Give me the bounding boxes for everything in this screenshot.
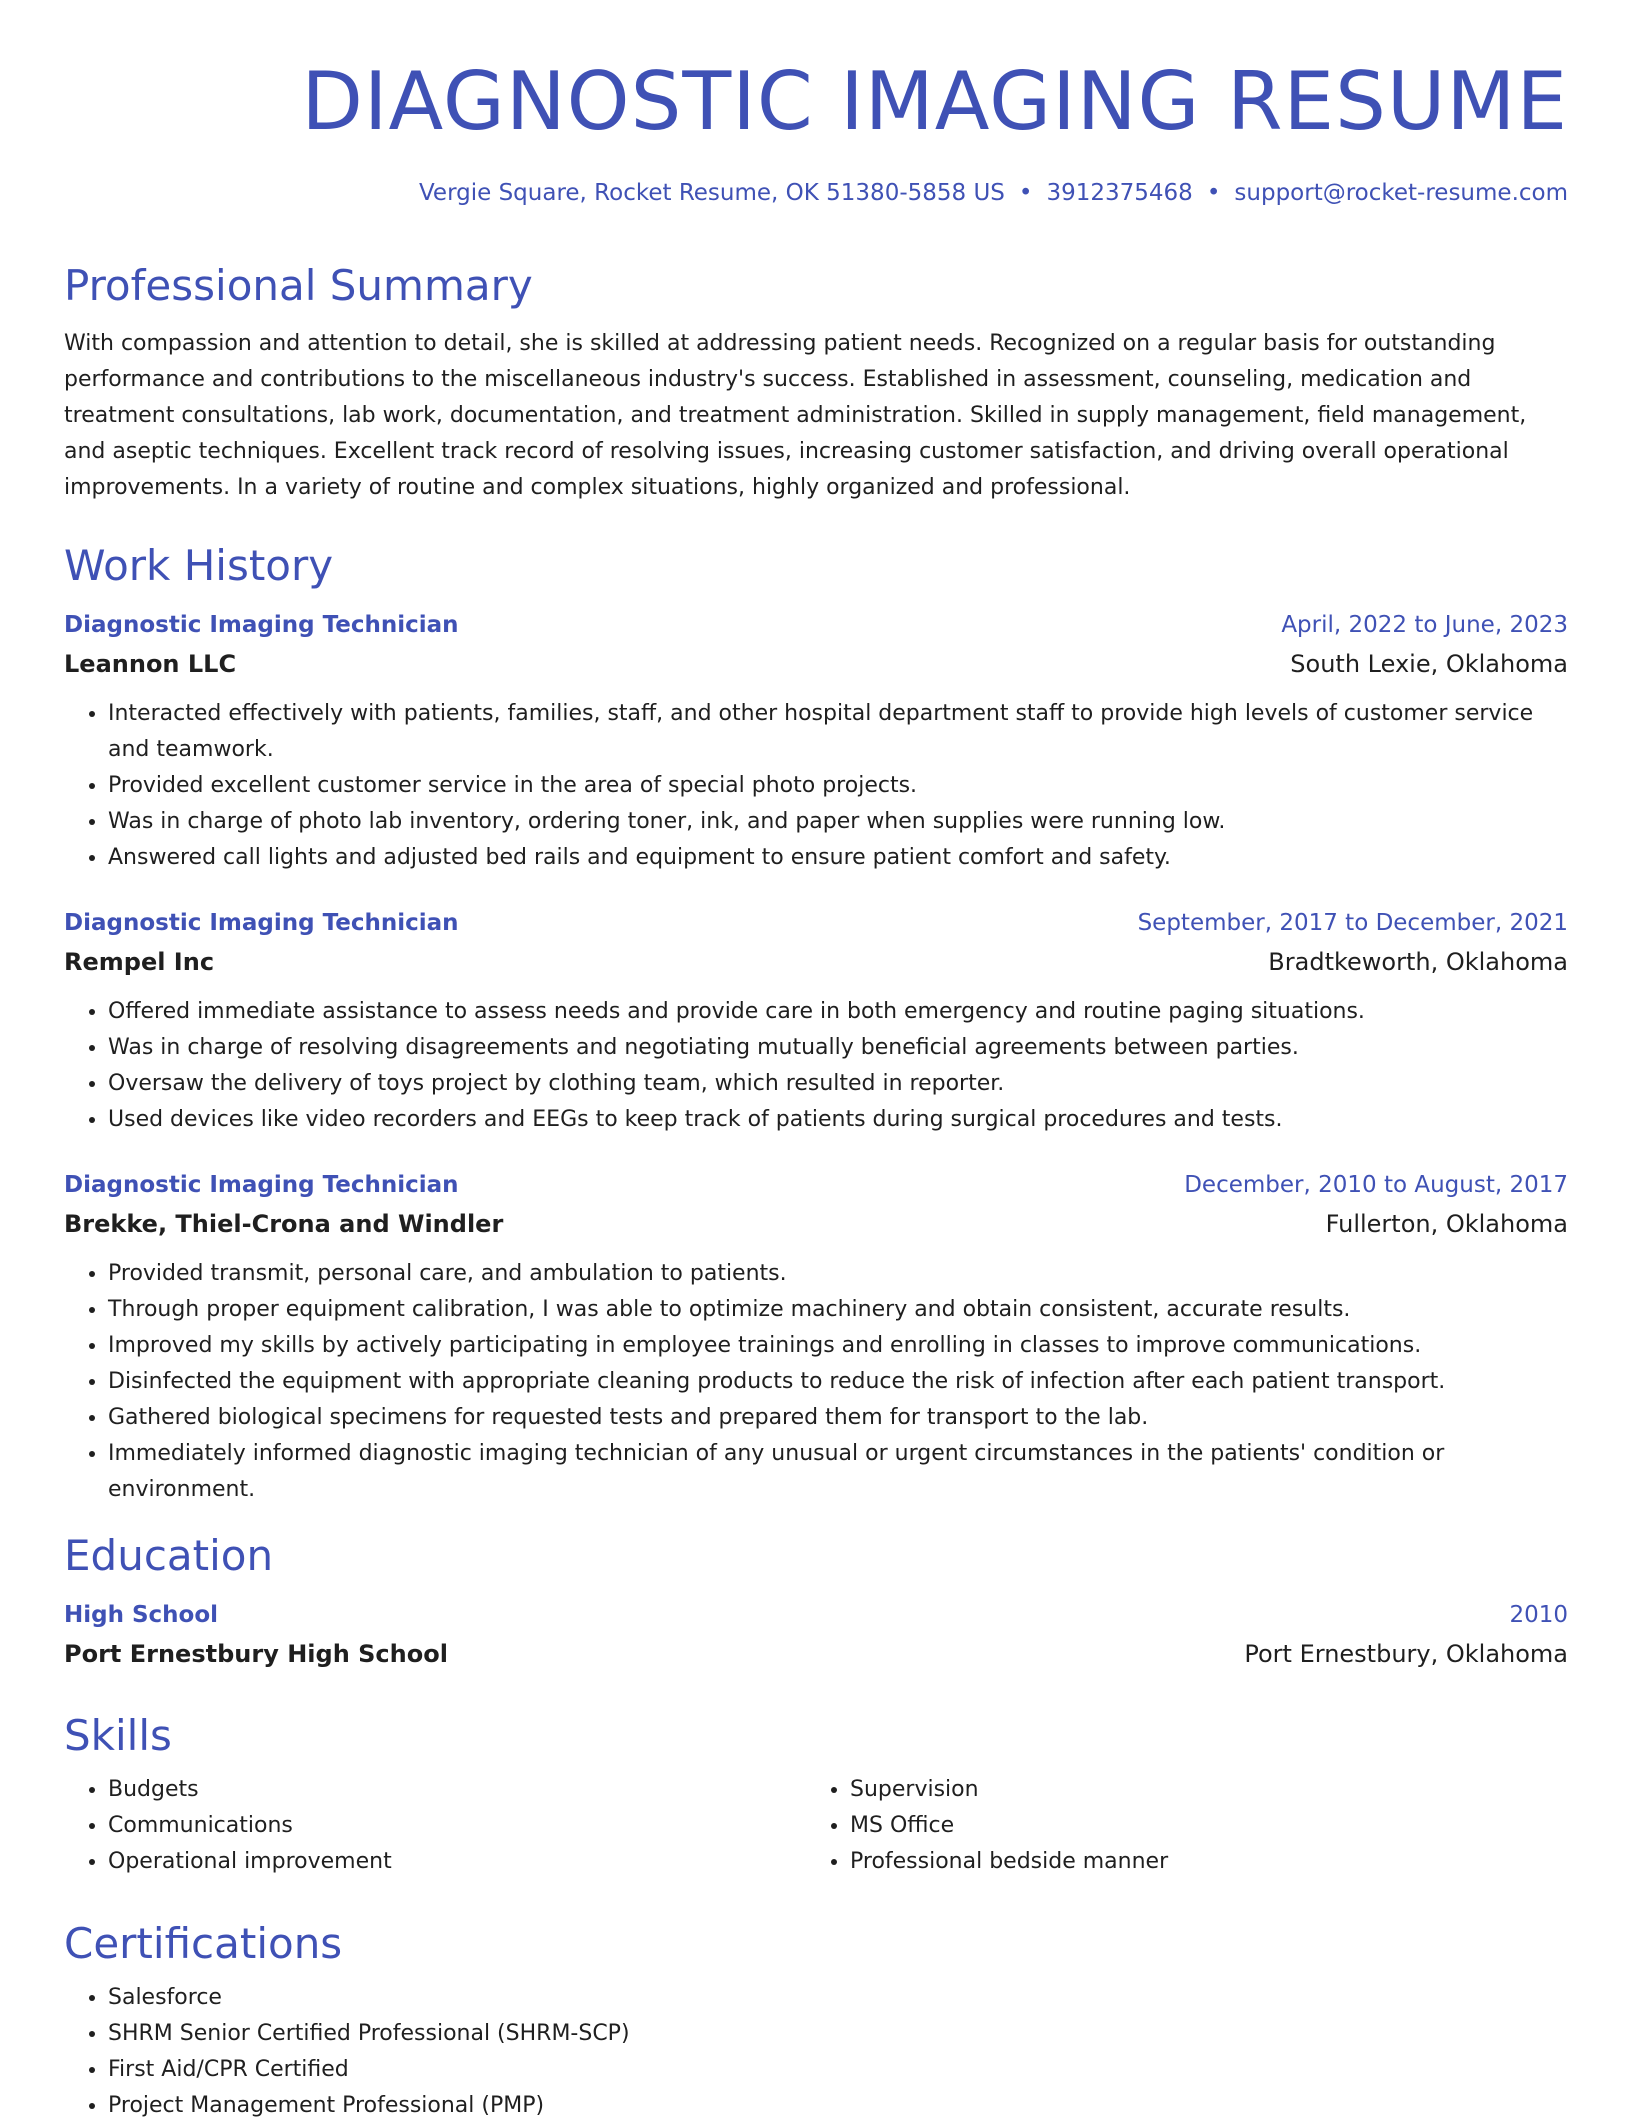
education-degree: High School (64, 1602, 219, 1628)
contact-phone: 3912375468 (1046, 180, 1193, 206)
job-company: Brekke, Thiel-Crona and Windler (64, 1210, 504, 1238)
job-bullet: • Through proper equipment calibration, I was able to optimize machinery and obtain consistent, accurate results. (108, 1292, 1568, 1328)
job-dates: December, 2010 to August, 2017 (1184, 1172, 1568, 1198)
job-bullet: • Was in charge of photo lab inventory, ordering toner, ink, and paper when supplies were running low. (108, 804, 1568, 840)
job-bullet: • Oversaw the delivery of toys project by clothing team, which resulted in reporter. (108, 1066, 1568, 1102)
job-bullet: • Immediately informed diagnostic imaging technician of any unusual or urgent circumstances in the patients' condition or environment. (108, 1436, 1568, 1508)
job-header-row (64, 904, 1568, 942)
skills-list-right (806, 1772, 1548, 1880)
section-heading-summary: Professional Summary (64, 261, 533, 310)
skill-item: • Communications (108, 1808, 806, 1844)
certification-item: • SHRM Senior Certified Professional (SHRM-SCP) (108, 2016, 1568, 2052)
resume-header (64, 0, 1568, 208)
job-bullets (64, 994, 1568, 1138)
job-company-row (64, 644, 1568, 684)
skill-item: • Operational improvement (108, 1844, 806, 1880)
job-title: Diagnostic Imaging Technician (64, 1172, 459, 1198)
job-company: Leannon LLC (64, 650, 237, 678)
job-location: South Lexie, Oklahoma (1290, 650, 1568, 678)
job-entry (64, 904, 1568, 1138)
education-school-row (64, 1634, 1568, 1674)
job-company-row (64, 1204, 1568, 1244)
certification-item: • Salesforce (108, 1980, 1568, 2016)
job-bullet: • Answered call lights and adjusted bed rails and equipment to ensure patient comfort and safety. (108, 840, 1568, 876)
job-bullet: • Used devices like video recorders and EEGs to keep track of patients during surgical procedures and tests. (108, 1102, 1568, 1138)
education-header-row (64, 1596, 1568, 1634)
job-bullet: • Offered immediate assistance to assess needs and provide care in both emergency and routine paging situations. (108, 994, 1568, 1030)
work-history-section (64, 540, 1568, 1508)
skill-item: • Supervision (850, 1772, 1548, 1808)
certification-item: • Project Management Professional (PMP) (108, 2088, 1568, 2124)
education-school: Port Ernestbury High School (64, 1640, 448, 1668)
job-title: Diagnostic Imaging Technician (64, 612, 459, 638)
job-header-row (64, 606, 1568, 644)
job-entry (64, 606, 1568, 876)
section-heading-work: Work History (64, 541, 334, 590)
education-entry (64, 1596, 1568, 1674)
professional-summary-section (64, 260, 1568, 506)
job-dates: September, 2017 to December, 2021 (1137, 910, 1568, 936)
contact-email[interactable]: support@rocket-resume.com (1234, 180, 1568, 206)
skill-item: • MS Office (850, 1808, 1548, 1844)
skill-item: • Professional bedside manner (850, 1844, 1548, 1880)
skills-section (64, 1710, 1568, 1880)
job-bullet: • Provided excellent customer service in the area of special photo projects. (108, 768, 1568, 804)
contact-separator: • (1206, 180, 1221, 206)
certifications-list (64, 1980, 1568, 2124)
summary-text: With compassion and attention to detail, she is skilled at addressing patient needs. Recognized on a regular basis for outstanding performance and contributions to the miscellaneous industry's success. Established in assessment, counseling, medication and treatment consultations, lab work, documentation, and treatment administration. Skilled in supply management, field management, and aseptic techniques. Excellent track record of resolving issues, increasing customer satisfaction, and driving overall operational improvements. In a variety of routine and complex situations, highly organized and professional. (64, 331, 1527, 500)
certification-item: • First Aid/CPR Certified (108, 2052, 1568, 2088)
skills-list-left (64, 1772, 806, 1880)
education-year: 2010 (1509, 1602, 1568, 1628)
education-section (64, 1530, 1568, 1674)
skill-item: • Budgets (108, 1772, 806, 1808)
section-heading-skills: Skills (64, 1711, 172, 1760)
job-bullet: • Disinfected the equipment with appropriate cleaning products to reduce the risk of infection after each patient transport. (108, 1364, 1568, 1400)
job-entry (64, 1166, 1568, 1508)
certifications-section (64, 1918, 1568, 2124)
job-dates: April, 2022 to June, 2023 (1281, 612, 1568, 638)
education-location: Port Ernestbury, Oklahoma (1244, 1640, 1568, 1668)
contact-separator: • (1018, 180, 1033, 206)
job-company-row (64, 942, 1568, 982)
job-bullet: • Provided transmit, personal care, and ambulation to patients. (108, 1256, 1568, 1292)
job-bullet: • Was in charge of resolving disagreements and negotiating mutually beneficial agreements between parties. (108, 1030, 1568, 1066)
job-bullets (64, 696, 1568, 876)
job-location: Fullerton, Oklahoma (1325, 1210, 1568, 1238)
job-bullet: • Improved my skills by actively participating in employee trainings and enrolling in classes to improve communications. (108, 1328, 1568, 1364)
contact-address: Vergie Square, Rocket Resume, OK 51380-5858 US (418, 180, 1005, 206)
job-location: Bradtkeworth, Oklahoma (1268, 948, 1568, 976)
contact-line (64, 178, 1568, 208)
job-bullets (64, 1256, 1568, 1508)
job-header-row (64, 1166, 1568, 1204)
section-heading-certifications: Certifications (64, 1919, 343, 1968)
job-bullet: • Interacted effectively with patients, families, staff, and other hospital department staff to provide high levels of customer service and teamwork. (108, 696, 1568, 768)
job-title: Diagnostic Imaging Technician (64, 910, 459, 936)
skills-columns (64, 1772, 1568, 1880)
job-company: Rempel Inc (64, 948, 215, 976)
job-bullet: • Gathered biological specimens for requested tests and prepared them for transport to the lab. (108, 1400, 1568, 1436)
section-heading-education: Education (64, 1531, 274, 1580)
resume-title: DIAGNOSTIC IMAGING RESUME (301, 55, 1568, 148)
